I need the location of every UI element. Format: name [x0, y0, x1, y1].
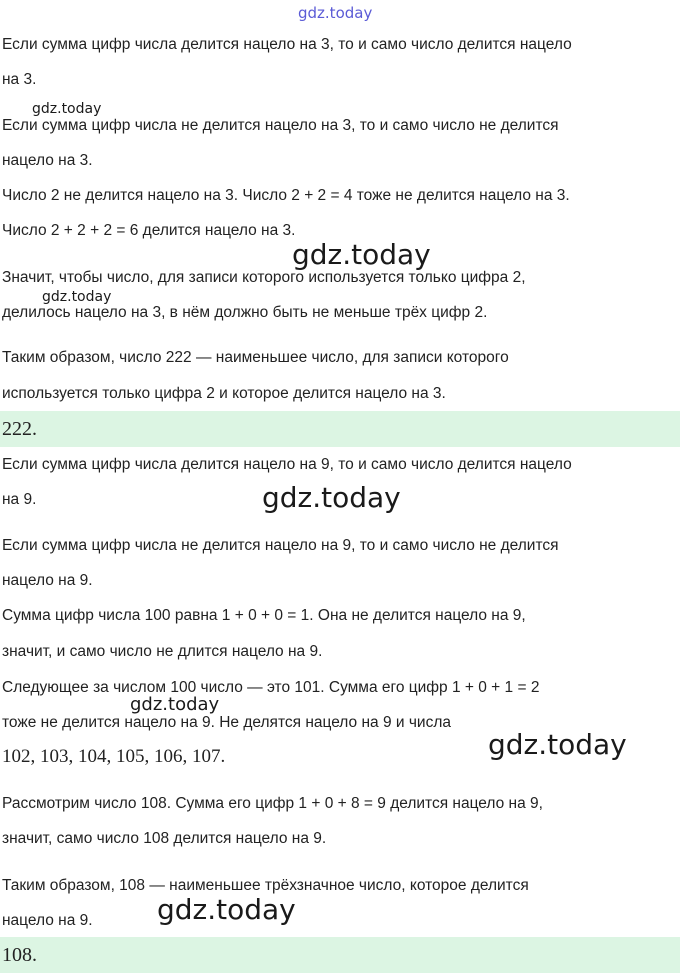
text-line: делилось нацело на 3, в нём должно быть не меньше трёх цифр 2.	[2, 304, 488, 321]
text-line: нацело на 9.	[2, 912, 93, 929]
text-line: Сумма цифр числа 100 равна 1 + 0 + 0 = 1. Она не делится нацело на 9,	[2, 607, 526, 624]
text-line: Таким образом, 108 — наименьшее трёхзначное число, которое делится	[2, 877, 529, 894]
text-line: Число 2 + 2 + 2 = 6 делится нацело на 3.	[2, 222, 296, 239]
text-line: Таким образом, число 222 — наименьшее число, для записи которого	[2, 349, 509, 366]
text-line: значит, и само число не длится нацело на 9.	[2, 643, 323, 660]
watermark: gdz.today	[292, 238, 431, 271]
watermark: gdz.today	[130, 694, 220, 715]
text-line: значит, само число 108 делится нацело на 9.	[2, 830, 327, 847]
watermark: gdz.today	[488, 728, 627, 761]
text-line: Число 2 не делится нацело на 3. Число 2 + 2 = 4 тоже не делится нацело на 3.	[2, 187, 570, 204]
watermark: gdz.today	[157, 893, 296, 926]
watermark: gdz.today	[32, 101, 102, 117]
text-line: нацело на 9.	[2, 572, 93, 589]
answer-value: 108.	[2, 944, 37, 966]
text-line: Следующее за числом 100 число — это 101. Сумма его цифр 1 + 0 + 1 = 2	[2, 679, 540, 696]
number-list: 102, 103, 104, 105, 106, 107.	[2, 746, 226, 767]
text-line: нацело на 3.	[2, 152, 93, 169]
text-line: Значит, чтобы число, для записи которого используется только цифра 2,	[2, 269, 526, 286]
text-line: тоже не делится нацело на 9. Не делятся нацело на 9 и числа	[2, 714, 451, 731]
text-line: на 9.	[2, 491, 37, 508]
text-line: на 3.	[2, 71, 37, 88]
watermark: gdz.today	[42, 289, 112, 305]
answer-value: 222.	[2, 418, 37, 440]
text-line: используется только цифра 2 и которое делится нацело на 3.	[2, 385, 446, 402]
watermark: gdz.today	[262, 481, 401, 514]
watermark: gdz.today	[298, 4, 373, 22]
text-line: Если сумма цифр числа делится нацело на 9, то и само число делится нацело	[2, 456, 572, 473]
text-line: Если сумма цифр числа делится нацело на 3, то и само число делится нацело	[2, 36, 572, 53]
text-line: Если сумма цифр числа не делится нацело на 9, то и само число не делится	[2, 537, 559, 554]
text-line: Рассмотрим число 108. Сумма его цифр 1 + 0 + 8 = 9 делится нацело на 9,	[2, 795, 543, 812]
answer-box	[0, 411, 680, 447]
answer-box	[0, 937, 680, 973]
text-line: Если сумма цифр числа не делится нацело на 3, то и само число не делится	[2, 117, 559, 134]
